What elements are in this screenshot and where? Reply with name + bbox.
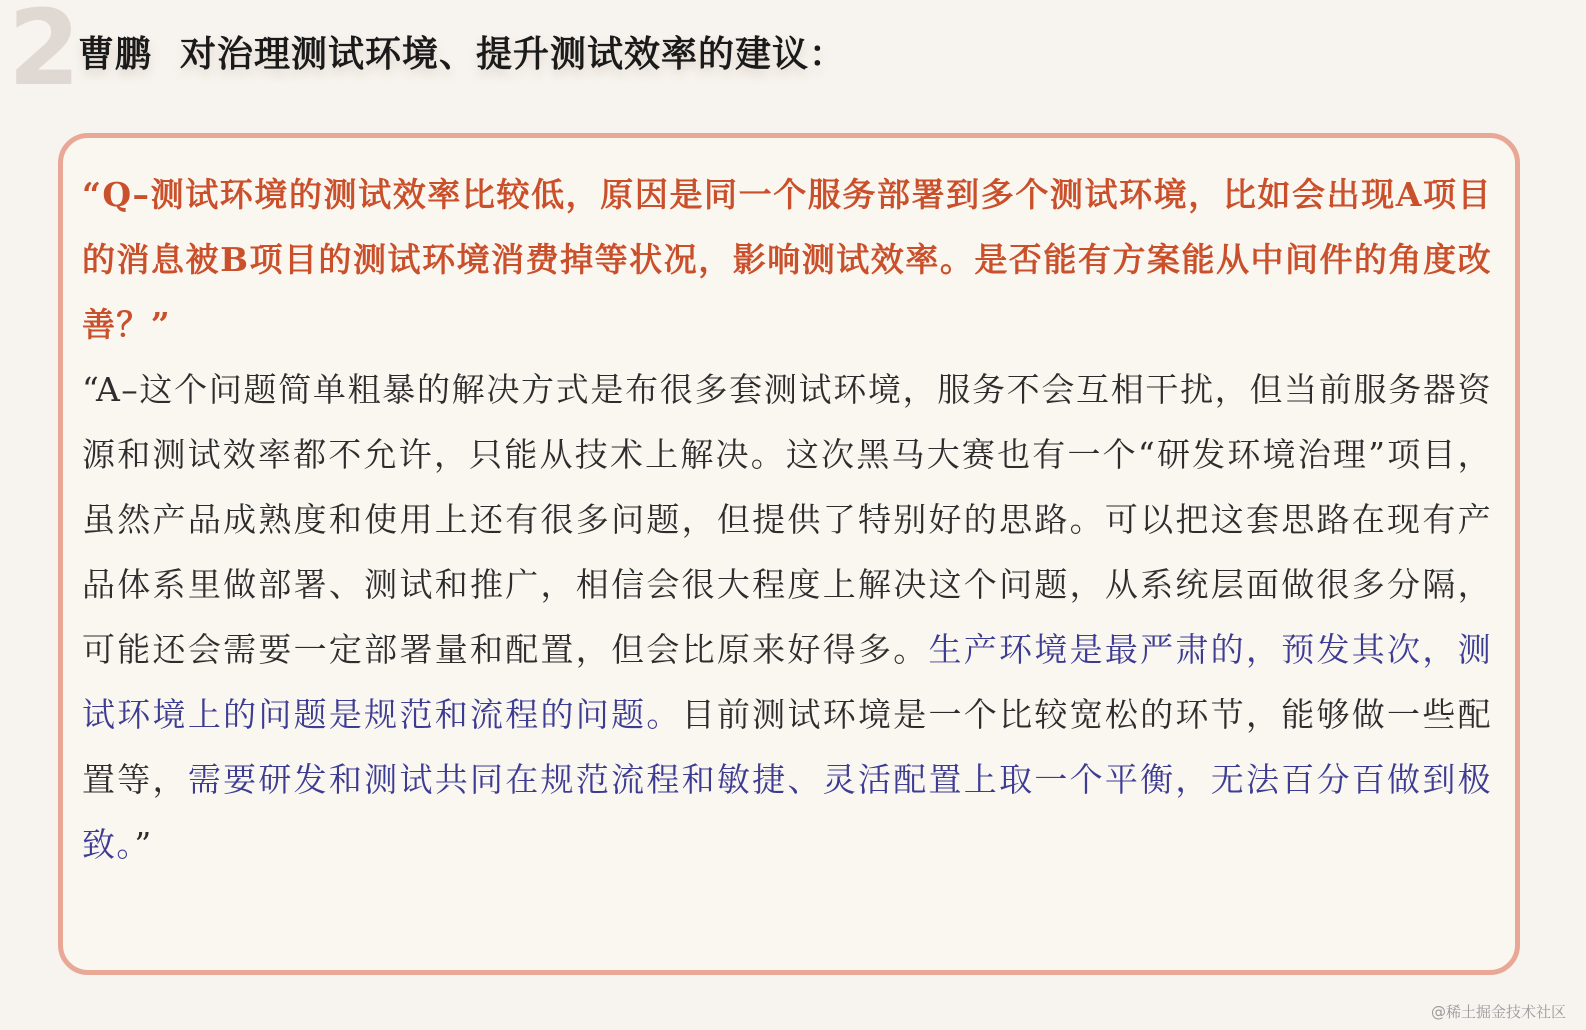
answer-highlight-1: 生产环境是最严肃的，预发其次，测试环境上的问题是规范和流程的问题。: [82, 630, 1492, 734]
question-text: “Q–测试环境的测试效率比较低，原因是同一个服务部署到多个测试环境，比如会出现A项目的消息被B项目的测试环境消费掉等状况，影响测试效率。是否能有方案能从中间件的角度改善？”: [82, 175, 1492, 344]
answer-text: [82, 357, 1492, 877]
answer-close-quote: ”: [134, 825, 153, 864]
section-heading: [78, 26, 846, 77]
answer-highlight-2: 需要研发和测试共同在规范流程和敏捷、灵活配置上取一个平衡，无法百分百做到极致。: [82, 760, 1492, 864]
section-header: [0, 0, 1586, 110]
watermark: @稀土掘金技术社区: [1430, 1003, 1566, 1021]
section-number: 2: [8, 0, 81, 109]
speaker-name: 曹鹏: [78, 34, 153, 75]
answer-part-3: 目前测试环境是一个比较宽松的环节，能够做一些配置等，: [82, 695, 1492, 799]
section-title: 对治理测试环境、提升测试效率的建议：: [180, 34, 847, 75]
quote-content: [82, 162, 1492, 877]
answer-part-1: “A–这个问题简单粗暴的解决方式是布很多套测试环境，服务不会互相干扰，但当前服务器资源和测试效率都不允许，只能从技术上解决。这次黑马大赛也有一个“研发环境治理”项目，虽然产品成熟度和使用上还有很多问题，但提供了特别好的思路。可以把这套思路在现有产品体系里做部署、测试和推广，相信会很大程度上解决这个问题，从系统层面做很多分隔，可能还会需要一定部署量和配置，但会比原来好得多。: [82, 370, 1492, 669]
